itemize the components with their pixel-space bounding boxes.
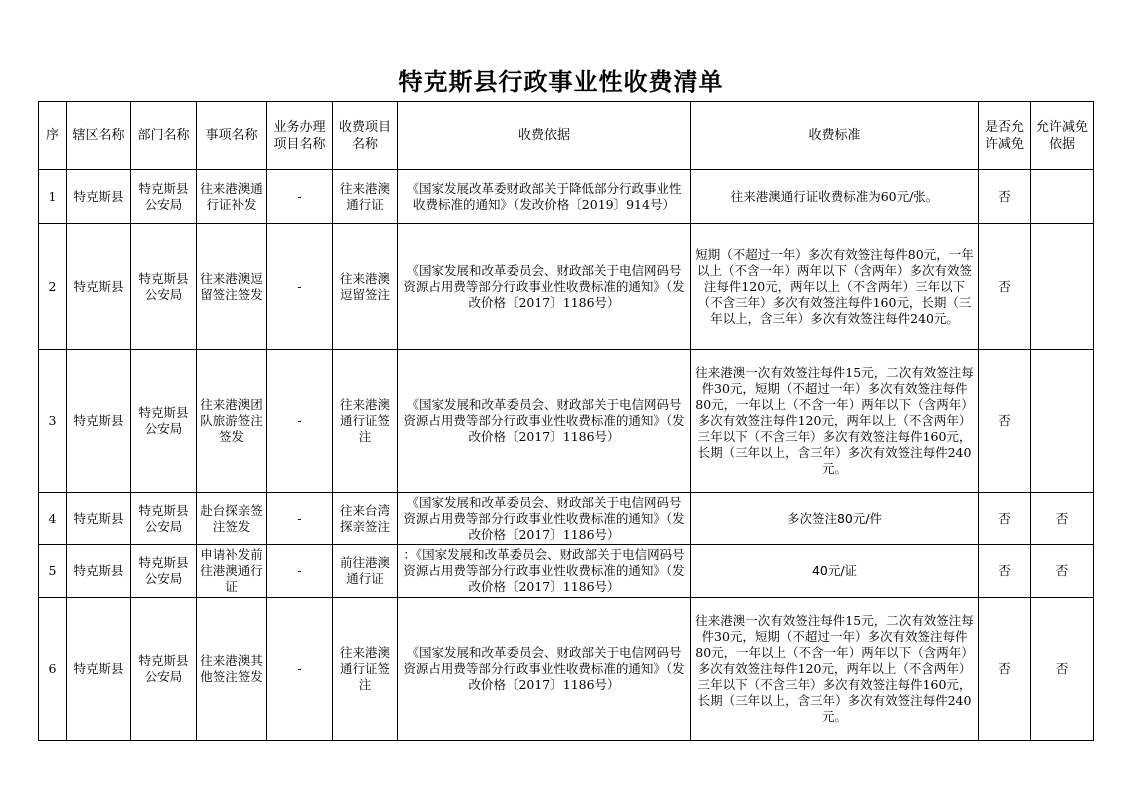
cell-fee-item: 往来台湾探亲签注 <box>333 493 398 545</box>
cell-basis: 《国家发展和改革委员会、财政部关于电信网码号资源占用费等部分行政事业性收费标准的通知》（发改价格〔2017〕1186号） <box>398 493 691 545</box>
cell-biz: - <box>267 350 333 493</box>
cell-standard: 短期（不超过一年）多次有效签注每件80元，一年以上（不含一年）两年以下（含两年）多次有效签注每件120元，两年以上（不含两年）三年以下（不含三年）多次有效签注每件160元，长期（三年以上，含三年）多次有效签注每件240元。 <box>691 224 979 350</box>
cell-item: 申请补发前往港澳通行证 <box>197 545 267 598</box>
cell-fee-item: 前往港澳通行证 <box>333 545 398 598</box>
cell-reduce-basis: 否 <box>1031 545 1094 598</box>
cell-standard: 往来港澳一次有效签注每件15元，二次有效签注每件30元，短期（不超过一年）多次有效签注每件80元，一年以上（不含一年）两年以下（含两年）多次有效签注每件120元，两年以上（不含两年）三年以下（不含三年）多次有效签注每件160元，长期（三年以上，含三年）多次有效签注每件240元。 <box>691 598 979 741</box>
cell-fee-item: 往来港澳逗留签注 <box>333 224 398 350</box>
header-standard: 收费标准 <box>691 102 979 170</box>
cell-seq: 5 <box>39 545 67 598</box>
cell-dept: 特克斯县公安局 <box>131 170 197 224</box>
header-fee-item: 收费项目名称 <box>333 102 398 170</box>
header-item: 事项名称 <box>197 102 267 170</box>
cell-reducible: 否 <box>979 598 1031 741</box>
header-row <box>39 102 1094 170</box>
cell-biz: - <box>267 170 333 224</box>
cell-seq: 2 <box>39 224 67 350</box>
cell-standard: 多次签注80元/件 <box>691 493 979 545</box>
cell-district: 特克斯县 <box>67 224 131 350</box>
cell-basis: 《国家发展改革委财政部关于降低部分行政事业性收费标准的通知》（发改价格〔2019〕914号） <box>398 170 691 224</box>
cell-fee-item: 往来港澳通行证 <box>333 170 398 224</box>
cell-basis: 《国家发展和改革委员会、财政部关于电信网码号资源占用费等部分行政事业性收费标准的通知》（发改价格〔2017〕1186号） <box>398 598 691 741</box>
cell-reduce-basis <box>1031 350 1094 493</box>
cell-item: 往来港澳其他签注签发 <box>197 598 267 741</box>
table-row <box>39 545 1094 598</box>
cell-standard: 往来港澳一次有效签注每件15元，二次有效签注每件30元，短期（不超过一年）多次有效签注每件80元，一年以上（不含一年）两年以下（含两年）多次有效签注每件120元，两年以上（不含两年）三年以下（不含三年）多次有效签注每件160元，长期（三年以上，含三年）多次有效签注每件240元。 <box>691 350 979 493</box>
header-basis: 收费依据 <box>398 102 691 170</box>
header-biz: 业务办理项目名称 <box>267 102 333 170</box>
table-row <box>39 493 1094 545</box>
cell-reducible: 否 <box>979 545 1031 598</box>
cell-item: 赴台探亲签注签发 <box>197 493 267 545</box>
cell-basis: 《国家发展和改革委员会、财政部关于电信网码号资源占用费等部分行政事业性收费标准的通知》（发改价格〔2017〕1186号） <box>398 350 691 493</box>
cell-standard: 往来港澳通行证收费标准为60元/张。 <box>691 170 979 224</box>
cell-standard: 40元/证 <box>691 545 979 598</box>
cell-item: 往来港澳团队旅游签注签发 <box>197 350 267 493</box>
cell-reduce-basis <box>1031 224 1094 350</box>
cell-dept: 特克斯县公安局 <box>131 493 197 545</box>
cell-seq: 4 <box>39 493 67 545</box>
cell-basis: ：《国家发展和改革委员会、财政部关于电信网码号资源占用费等部分行政事业性收费标准的通知》（发改价格〔2017〕1186号） <box>398 545 691 598</box>
cell-dept: 特克斯县公安局 <box>131 350 197 493</box>
cell-reduce-basis <box>1031 170 1094 224</box>
table-row <box>39 598 1094 741</box>
cell-reduce-basis: 否 <box>1031 598 1094 741</box>
cell-biz: - <box>267 493 333 545</box>
table-row <box>39 350 1094 493</box>
cell-item: 往来港澳逗留签注签发 <box>197 224 267 350</box>
header-reduce-basis: 允许减免依据 <box>1031 102 1094 170</box>
cell-district: 特克斯县 <box>67 170 131 224</box>
page-title: 特克斯县行政事业性收费清单 <box>398 67 724 96</box>
header-dept: 部门名称 <box>131 102 197 170</box>
cell-biz: - <box>267 545 333 598</box>
cell-reducible: 否 <box>979 170 1031 224</box>
cell-reduce-basis: 否 <box>1031 493 1094 545</box>
cell-seq: 6 <box>39 598 67 741</box>
cell-district: 特克斯县 <box>67 598 131 741</box>
cell-seq: 3 <box>39 350 67 493</box>
table-row <box>39 170 1094 224</box>
cell-district: 特克斯县 <box>67 350 131 493</box>
cell-biz: - <box>267 224 333 350</box>
cell-reducible: 否 <box>979 350 1031 493</box>
fee-table <box>38 101 1094 741</box>
cell-dept: 特克斯县公安局 <box>131 598 197 741</box>
cell-reducible: 否 <box>979 493 1031 545</box>
cell-dept: 特克斯县公安局 <box>131 545 197 598</box>
cell-item: 往来港澳通行证补发 <box>197 170 267 224</box>
cell-seq: 1 <box>39 170 67 224</box>
cell-dept: 特克斯县公安局 <box>131 224 197 350</box>
cell-fee-item: 往来港澳通行证签注 <box>333 350 398 493</box>
cell-district: 特克斯县 <box>67 545 131 598</box>
header-reducible: 是否允许减免 <box>979 102 1031 170</box>
header-district: 辖区名称 <box>67 102 131 170</box>
header-seq: 序 <box>39 102 67 170</box>
cell-reducible: 否 <box>979 224 1031 350</box>
table-row <box>39 224 1094 350</box>
cell-fee-item: 往来港澳通行证签注 <box>333 598 398 741</box>
cell-biz: - <box>267 598 333 741</box>
cell-district: 特克斯县 <box>67 493 131 545</box>
cell-basis: 《国家发展和改革委员会、财政部关于电信网码号资源占用费等部分行政事业性收费标准的通知》（发改价格〔2017〕1186号） <box>398 224 691 350</box>
